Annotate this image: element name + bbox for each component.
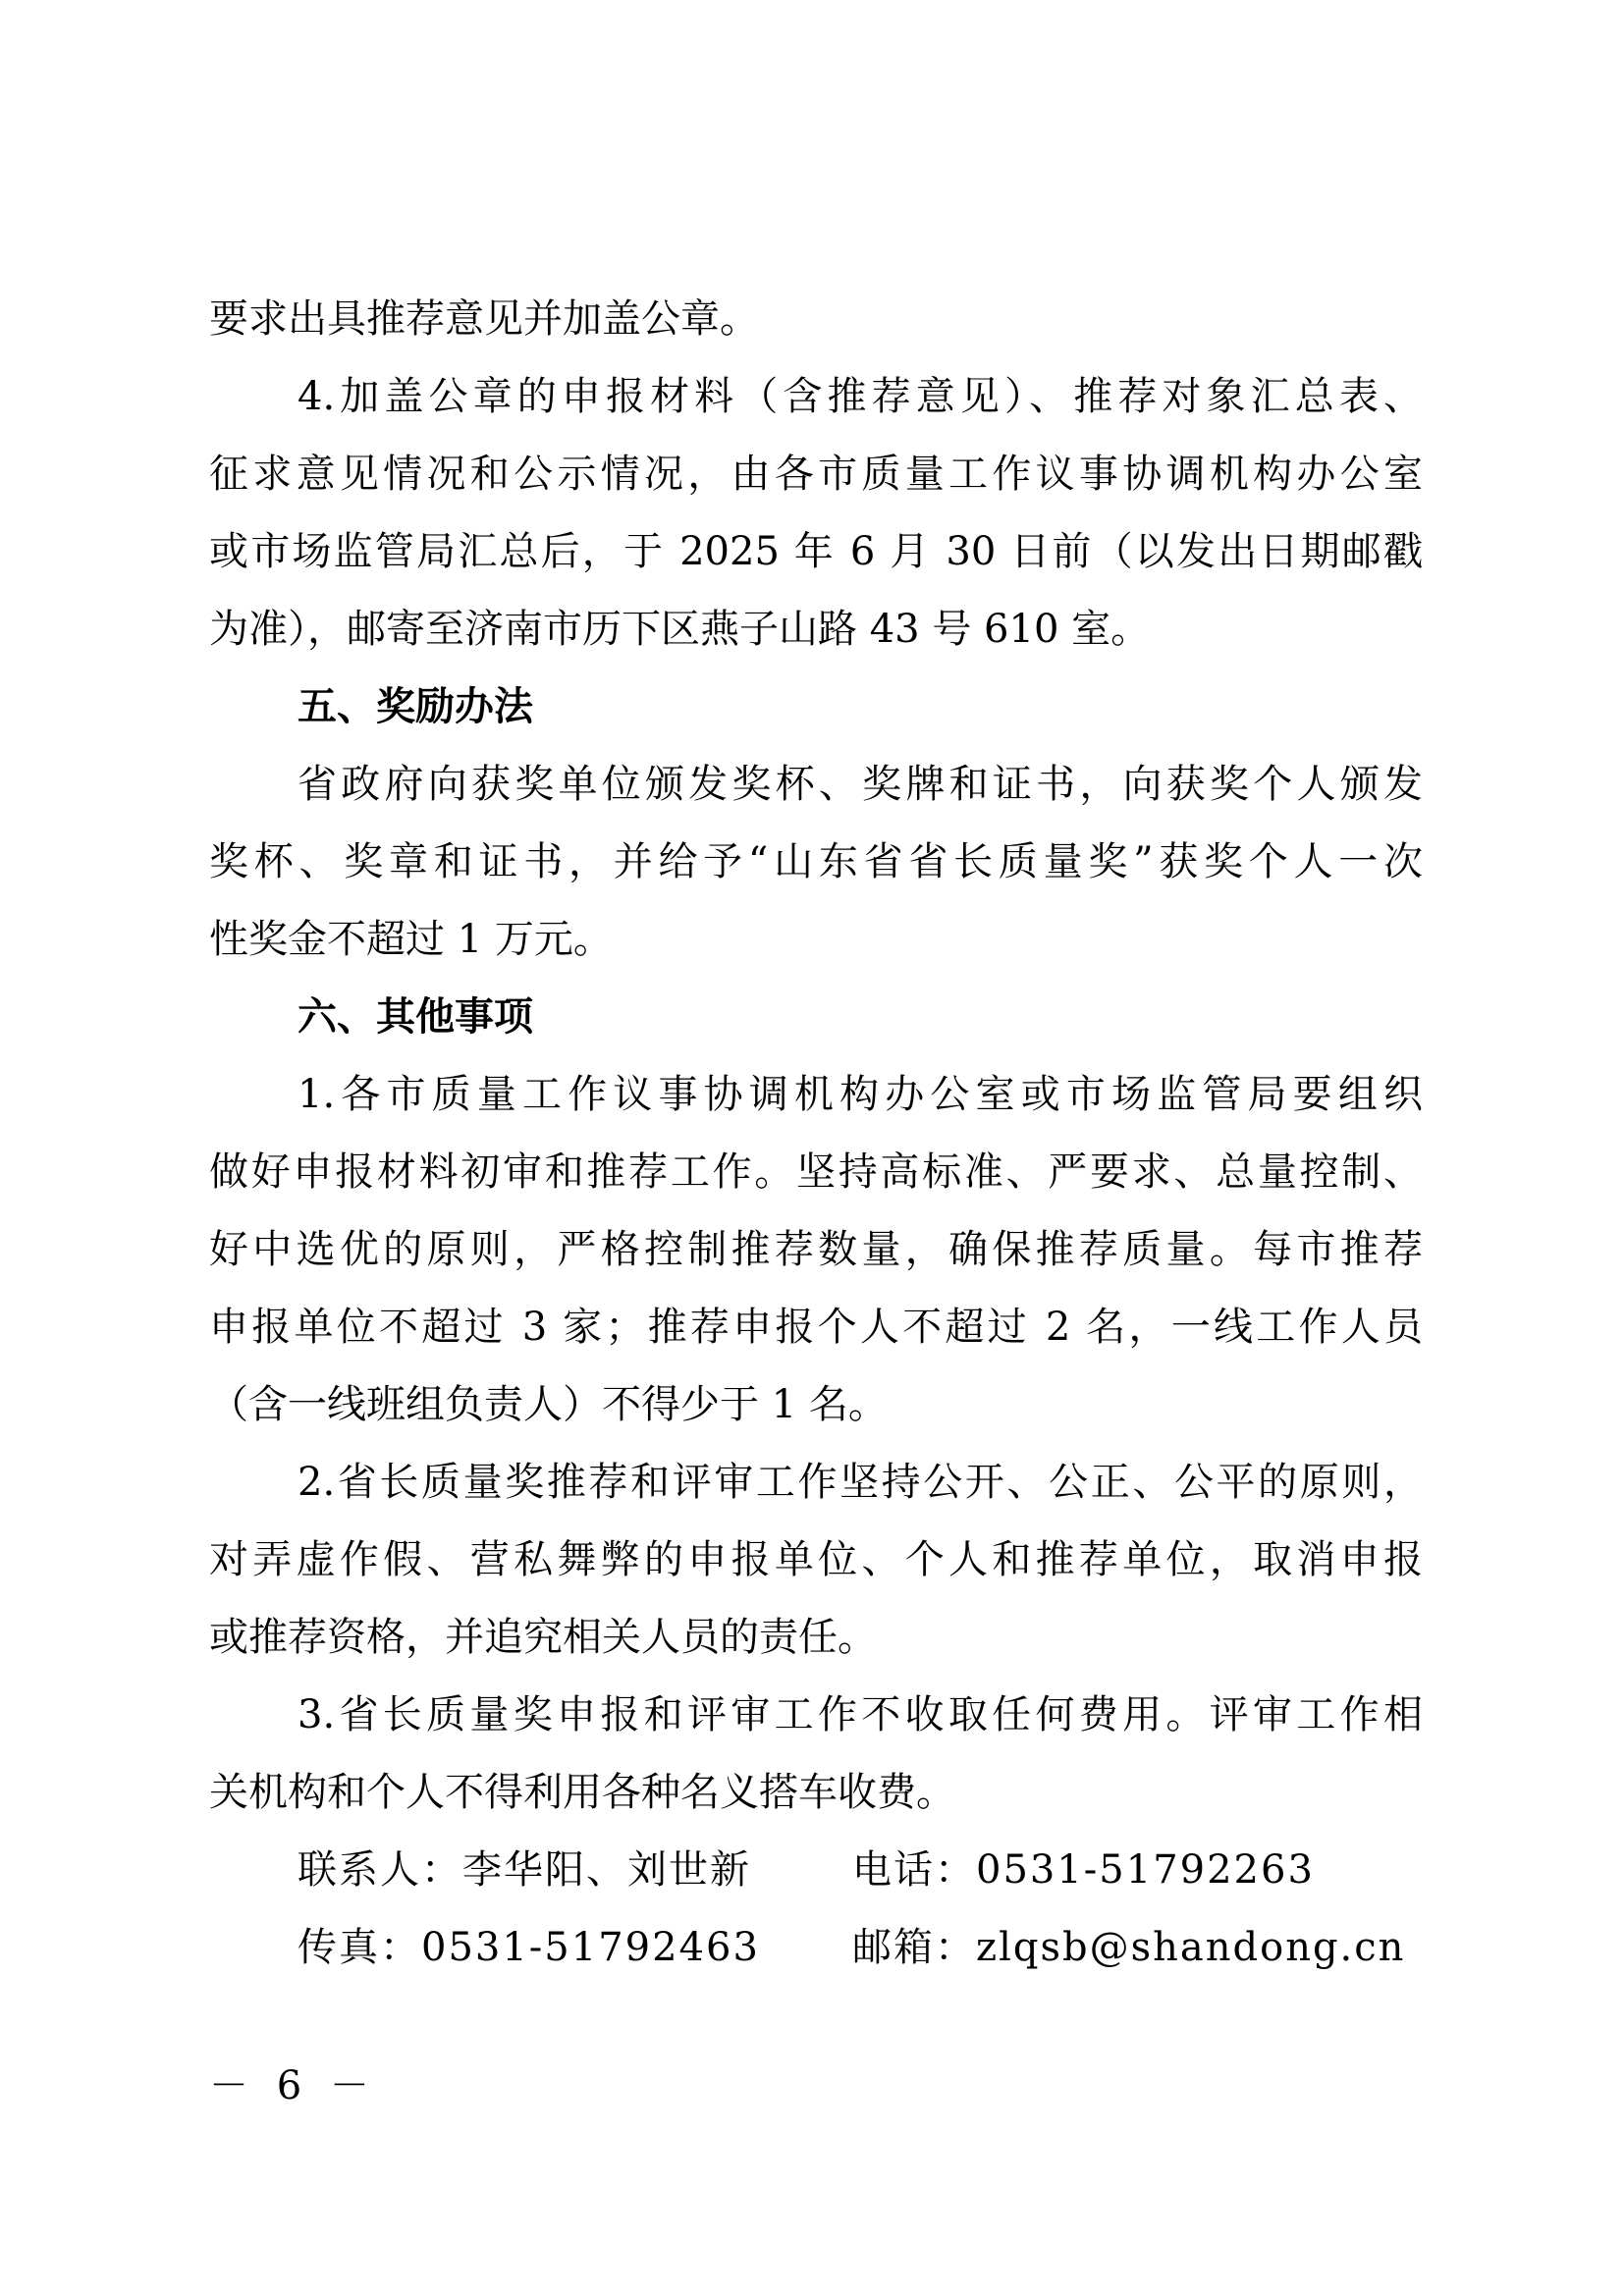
body-line: 性奖金不超过 1 万元。	[209, 917, 613, 962]
section-heading-other-matters: 六、其他事项	[298, 994, 533, 1040]
body-line: 3.省长质量奖申报和评审工作不收取任何费用。评审工作相	[298, 1692, 1423, 1737]
body-line: 好中选优的原则，严格控制推荐数量，确保推荐质量。每市推荐	[209, 1227, 1423, 1272]
body-line: 省政府向获奖单位颁发奖杯、奖牌和证书，向获奖个人颁发	[298, 762, 1423, 807]
body-line: 奖杯、奖章和证书，并给予“山东省省长质量奖”获奖个人一次	[209, 839, 1423, 884]
body-line: 要求出具推荐意见并加盖公章。	[209, 296, 759, 342]
body-line: 做好申报材料初审和推荐工作。坚持高标准、严要求、总量控制、	[209, 1149, 1423, 1195]
body-line: 对弄虚作假、营私舞弊的申报单位、个人和推荐单位，取消申报	[209, 1537, 1423, 1582]
section-heading-rewards: 五、奖励办法	[298, 684, 533, 729]
body-line: 1.各市质量工作议事协调机构办公室或市场监管局要组织	[298, 1072, 1423, 1117]
body-line: 征求意见情况和公示情况，由各市质量工作议事协调机构办公室	[209, 452, 1423, 497]
body-line: 2.省长质量奖推荐和评审工作坚持公开、公正、公平的原则，	[298, 1460, 1423, 1505]
page-number: － 6 －	[209, 2063, 377, 2109]
body-line: 申报单位不超过 3 家；推荐申报个人不超过 2 名，一线工作人员	[209, 1305, 1423, 1350]
body-line: 为准），邮寄至济南市历下区燕子山路 43 号 610 室。	[209, 607, 1151, 652]
body-line: 4.加盖公章的申报材料（含推荐意见）、推荐对象汇总表、	[298, 374, 1423, 419]
contact-fax: 传真：0531-51792463	[298, 1925, 760, 1970]
contact-phone: 电话：0531-51792263	[852, 1847, 1315, 1893]
body-line: 关机构和个人不得利用各种名义搭车收费。	[209, 1770, 955, 1815]
body-line: 或市场监管局汇总后，于 2025 年 6 月 30 日前（以发出日期邮戳	[209, 529, 1423, 574]
body-line: 或推荐资格，并追究相关人员的责任。	[209, 1615, 877, 1660]
contact-email: 邮箱：zlqsb@shandong.cn	[852, 1925, 1406, 1970]
contact-person: 联系人：李华阳、刘世新	[298, 1847, 751, 1893]
body-line: （含一线班组负责人）不得少于 1 名。	[209, 1382, 888, 1427]
